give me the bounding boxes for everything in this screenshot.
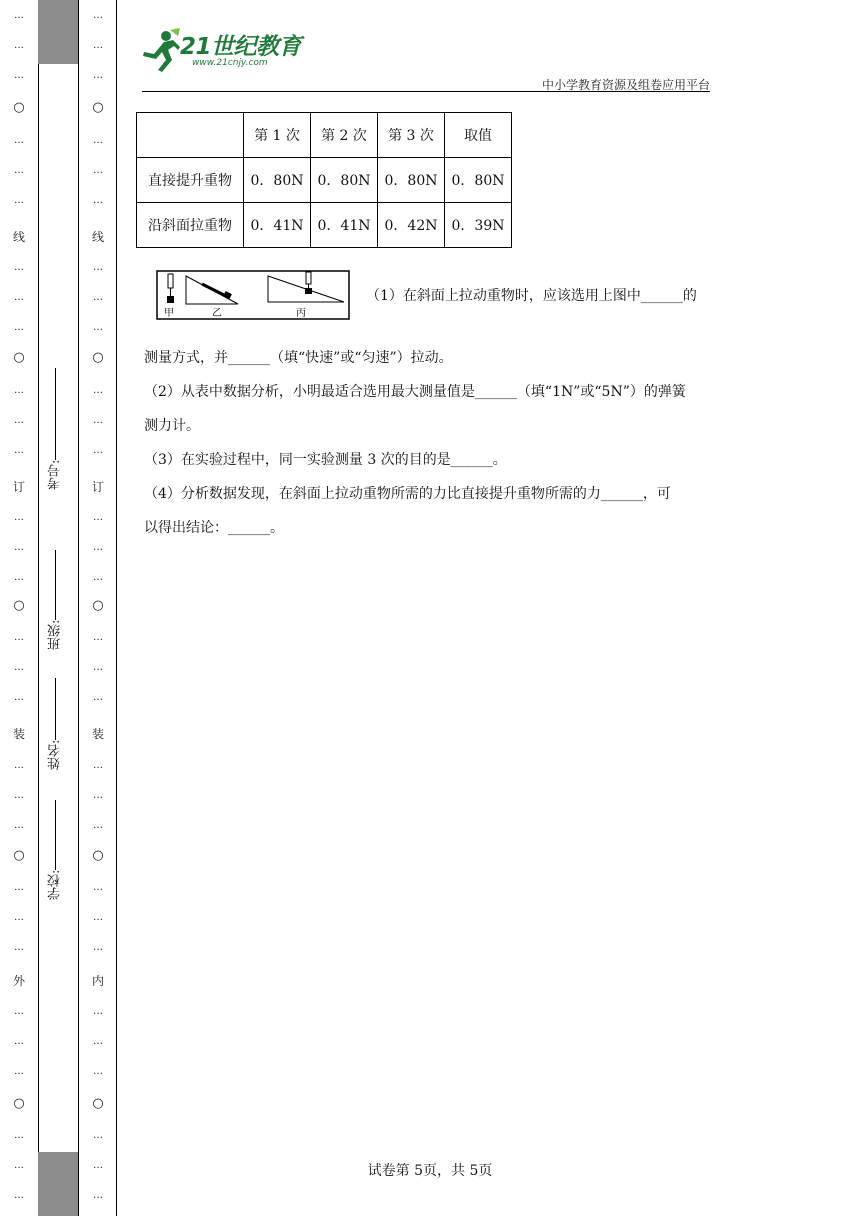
table-cell: 0．80N [378, 158, 445, 203]
platform-name: 中小学教育资源及组卷应用平台 [541, 78, 710, 92]
table-cell: 0．42N [378, 203, 445, 248]
table-cell: 取值 [445, 113, 512, 158]
table-cell: 0．80N [244, 158, 311, 203]
ring-icon: ○ [92, 350, 104, 365]
site-logo [140, 28, 320, 74]
spring-scale-icon [167, 274, 174, 303]
margin-line [78, 0, 79, 1216]
ring-icon: ○ [13, 1096, 25, 1111]
table-cell: 直接提升重物 [137, 158, 244, 203]
runner-icon [140, 28, 180, 72]
student-info-column [46, 0, 70, 1216]
question-2-line-1: （2）从表中数据分析，小明最适合选用最大测量值是______（填“1N”或“5N”）的弹簧 [144, 384, 686, 400]
ring-icon: ○ [92, 1096, 104, 1111]
question-4-line-1: （4）分析数据发现，在斜面上拉动重物所需的力比直接提升重物所需的力______，可 [144, 486, 671, 502]
ring-icon: ○ [92, 100, 104, 115]
table-row [137, 158, 512, 203]
exam-no-field[interactable]: 考号: [46, 350, 70, 490]
figure-label-jia: 甲 [164, 308, 174, 319]
header-rule [142, 91, 710, 92]
incline-icon [186, 276, 238, 304]
name-field[interactable]: 姓名: [46, 660, 70, 770]
figure-label-bing: 丙 [296, 308, 306, 319]
table-cell [137, 113, 244, 158]
page-footer: 试卷第 5页，共 5页 [367, 1163, 493, 1179]
margin-line [38, 0, 39, 1216]
ring-icon: ○ [13, 100, 25, 115]
table-cell: 0．41N [311, 203, 378, 248]
question-4-line-2: 以得出结论：______。 [144, 520, 284, 536]
measurement-methods-figure [156, 270, 350, 320]
table-row [137, 203, 512, 248]
school-field[interactable]: 学校: [46, 780, 70, 900]
question-3: （3）在实验过程中，同一实验测量 3 次的目的是______。 [144, 452, 507, 468]
class-field[interactable]: 班级: [46, 530, 70, 650]
table-cell: 第 3 次 [378, 113, 445, 158]
logo-url: www.21cnjy.com [192, 58, 268, 68]
outer-seal-column: … … … ○ … … … 线 … … … ○ … … … 订 … … … ○ … … … 装 … … … ○ … … … 外 … … … ○ … … … [9, 0, 29, 1216]
table-cell: 第 2 次 [311, 113, 378, 158]
question-1-line-2: 测量方式，并______（填“快速”或“匀速”）拉动。 [144, 350, 453, 366]
measurement-table [136, 112, 512, 248]
question-2-line-2: 测力计。 [144, 418, 200, 434]
incline-icon [268, 272, 344, 302]
logo-text: 21世纪教育 [180, 34, 302, 60]
inner-seal-column: … … … ○ … … … 线 … … … ○ … … … 订 … … … ○ … … … 装 … … … ○ … … … 内 … … … ○ … … … [88, 0, 108, 1216]
figure-label-yi: 乙 [212, 308, 222, 319]
ring-icon: ○ [92, 848, 104, 863]
table-cell: 0．80N [311, 158, 378, 203]
ring-icon: ○ [13, 598, 25, 613]
table-cell: 0．80N [445, 158, 512, 203]
table-cell: 沿斜面拉重物 [137, 203, 244, 248]
ring-icon: ○ [92, 598, 104, 613]
table-cell: 第 1 次 [244, 113, 311, 158]
ring-icon: ○ [13, 848, 25, 863]
table-cell: 0．39N [445, 203, 512, 248]
table-header-row [137, 113, 512, 158]
ring-icon: ○ [13, 350, 25, 365]
binding-margin [0, 0, 117, 1216]
question-1-line-1: （1）在斜面上拉动重物时，应该选用上图中______的 [366, 288, 697, 304]
table-cell: 0．41N [244, 203, 311, 248]
